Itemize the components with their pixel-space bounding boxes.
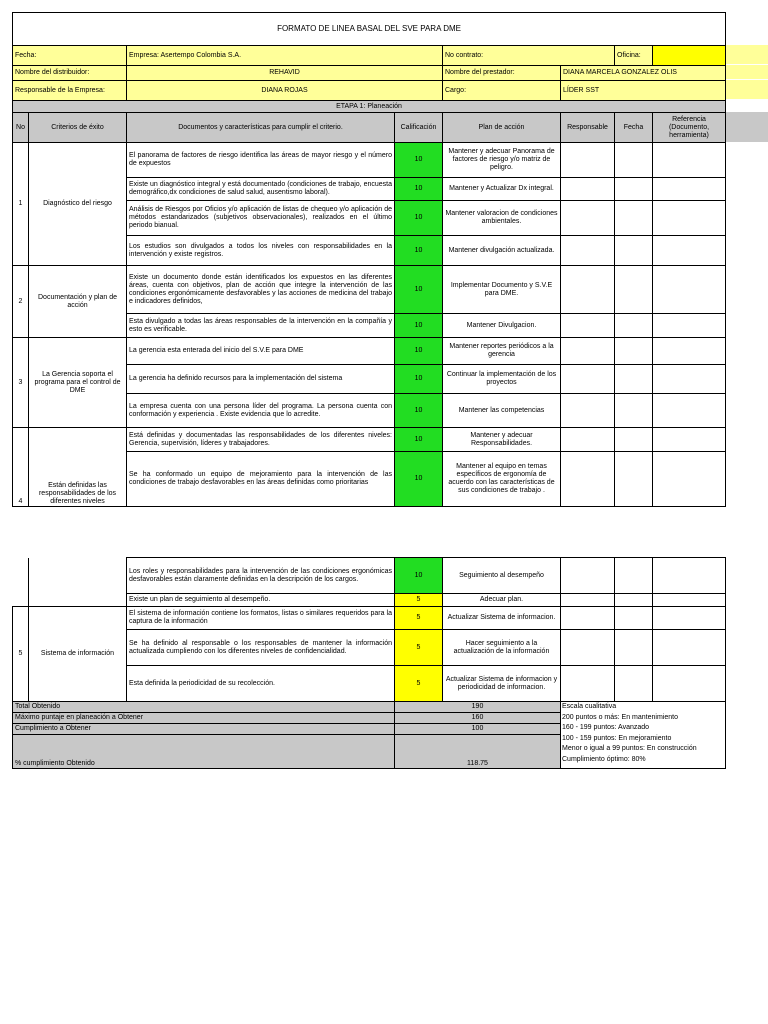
col-header-plan: Plan de acción	[443, 113, 561, 143]
action-plan: Mantener al equipo en temas específicos de ergonomía de acuerdo con las características de sus condiciones de trabajo .	[443, 452, 561, 507]
fecha-cell[interactable]	[615, 201, 653, 236]
fecha-cell[interactable]	[615, 236, 653, 266]
oficina-label: Oficina:	[615, 46, 653, 66]
baseline-sheet-top	[12, 12, 726, 507]
criterion-doc: Existe un plan de seguimiento al desempeño.	[127, 594, 395, 607]
prestador-label: Nombre del prestador:	[443, 66, 561, 81]
fecha-cell[interactable]	[615, 594, 653, 607]
criterion-doc: Existe un documento donde están identificados los expuestos en las diferentes áreas, cuenta con objetivos, plan de acción que integre la intervención de las condiciones ergonómicamente desfavorables y las acciones de medicina del trabajo e indicadores definidos,	[127, 266, 395, 314]
pct-value: 118.75	[395, 735, 561, 769]
distribuidor-value: REHAVID	[127, 66, 443, 81]
empresa-field: Empresa: Asertempo Colombia S.A.	[127, 46, 443, 66]
referencia-cell[interactable]	[653, 266, 726, 314]
scale-line: 160 - 199 puntos: Avanzado	[562, 724, 650, 731]
col-header-calificacion: Calificación	[395, 113, 443, 143]
pct-label: % cumplimiento Obtenido	[13, 735, 395, 769]
criterion-doc: Esta divulgado a todas las áreas responsables de la intervención en la compañía y esto es verificable.	[127, 314, 395, 338]
group-number: 1	[13, 143, 29, 266]
criterion-doc: La gerencia ha definido recursos para la implementación del sistema	[127, 365, 395, 394]
referencia-cell[interactable]	[653, 201, 726, 236]
col-header-fecha: Fecha	[615, 113, 653, 143]
header-extension-row1	[724, 45, 768, 64]
score-cell[interactable]: 5	[395, 666, 443, 702]
fecha-cell[interactable]	[615, 266, 653, 314]
action-plan: Continuar la implementación de los proyectos	[443, 365, 561, 394]
criterion-doc: Existe un diagnóstico integral y está documentado (condiciones de trabajo, encuesta demográfico,dx condiciones de salud salud, ausentismo laboral).	[127, 178, 395, 201]
referencia-cell[interactable]	[653, 365, 726, 394]
action-plan: Mantener Divulgacion.	[443, 314, 561, 338]
score-cell[interactable]: 10	[395, 236, 443, 266]
score-cell[interactable]: 10	[395, 201, 443, 236]
responsable-cell[interactable]	[561, 201, 615, 236]
action-plan: Mantener y Actualizar Dx integral.	[443, 178, 561, 201]
group-criterio: Están definidas las responsabilidades de los diferentes niveles	[29, 428, 127, 507]
referencia-cell[interactable]	[653, 143, 726, 178]
fecha-cell[interactable]	[615, 394, 653, 428]
criterion-doc: Se ha conformado un equipo de mejoramiento para la intervención de las condiciones de trabajo desfavorables en las áreas definidas como prioritarias	[127, 452, 395, 507]
fecha-cell[interactable]	[615, 428, 653, 452]
criterion-doc: El sistema de información contiene los formatos, listas o similares requeridos para la captura de la información	[127, 607, 395, 630]
prestador-value: DIANA MARCELA GONZALEZ OLIS	[561, 66, 726, 81]
criterion-doc: El panorama de factores de riesgo identifica las áreas de mayor riesgo y el número de expuestos	[127, 143, 395, 178]
responsable-cell[interactable]	[561, 428, 615, 452]
referencia-cell[interactable]	[653, 607, 726, 630]
group-number: 3	[13, 338, 29, 428]
responsable-label: Responsable de la Empresa:	[13, 81, 127, 101]
contrato-label: No contrato:	[443, 46, 615, 66]
action-plan: Mantener valoracion de condiciones ambientales.	[443, 201, 561, 236]
action-plan: Adecuar plan.	[443, 594, 561, 607]
score-cell[interactable]: 5	[395, 630, 443, 666]
responsable-cell[interactable]	[561, 666, 615, 702]
criterion-doc: La empresa cuenta con una persona líder del programa. La persona cuenta con conformación y experiencia . Existe evidencia que lo acredite.	[127, 394, 395, 428]
criterion-doc: Los roles y responsabilidades para la intervención de las condiciones ergonómicas desfavorables están claramente definidas en la descripción de los cargos.	[127, 558, 395, 594]
action-plan: Actualizar Sistema de informacion y periodicidad de informacion.	[443, 666, 561, 702]
fecha-cell[interactable]	[615, 630, 653, 666]
referencia-cell[interactable]	[653, 630, 726, 666]
action-plan: Mantener y adecuar Responsabilidades.	[443, 428, 561, 452]
fecha-cell[interactable]	[615, 143, 653, 178]
responsable-cell[interactable]	[561, 394, 615, 428]
criterion-doc: La gerencia esta enterada del inicio del S.V.E para DME	[127, 338, 395, 365]
criterion-doc: Esta definida la periodicidad de su recolección.	[127, 666, 395, 702]
referencia-cell[interactable]	[653, 314, 726, 338]
stage-banner: ETAPA 1: Planeación	[13, 101, 726, 113]
action-plan: Mantener divulgación actualizada.	[443, 236, 561, 266]
page-title: FORMATO DE LINEA BASAL DEL SVE PARA DME	[13, 13, 726, 46]
score-cell[interactable]: 10	[395, 143, 443, 178]
distribuidor-label: Nombre del distribuidor:	[13, 66, 127, 81]
referencia-cell[interactable]	[653, 236, 726, 266]
fecha-cell[interactable]	[615, 178, 653, 201]
action-plan: Actualizar Sistema de informacion.	[443, 607, 561, 630]
score-cell[interactable]: 10	[395, 452, 443, 507]
responsable-cell[interactable]	[561, 365, 615, 394]
responsable-cell[interactable]	[561, 630, 615, 666]
group-criterio: Sistema de información	[29, 607, 127, 702]
score-cell[interactable]: 5	[395, 594, 443, 607]
score-cell[interactable]: 10	[395, 428, 443, 452]
score-cell[interactable]: 5	[395, 607, 443, 630]
fecha-cell[interactable]	[615, 338, 653, 365]
group-criterio: Documentación y plan de acción	[29, 266, 127, 338]
action-plan: Seguimiento al desempeño	[443, 558, 561, 594]
group-number: 4	[13, 428, 29, 507]
referencia-cell[interactable]	[653, 452, 726, 507]
responsable-cell[interactable]	[561, 594, 615, 607]
group-number-continued	[13, 558, 29, 607]
referencia-cell[interactable]	[653, 666, 726, 702]
total-label: Total Obtenido	[13, 702, 395, 713]
responsable-cell[interactable]	[561, 236, 615, 266]
score-cell[interactable]: 10	[395, 394, 443, 428]
cumplimiento-value: 100	[395, 724, 561, 735]
max-score-value: 160	[395, 713, 561, 724]
group-criterio-continued	[29, 558, 127, 607]
max-score-label: Máximo puntaje en planeación a Obtener	[13, 713, 395, 724]
criterion-doc: Se ha definido al responsable o los responsables de mantener la información actualizada cumpliendo con los diferentes niveles de confidencialidad.	[127, 630, 395, 666]
score-cell[interactable]: 10	[395, 338, 443, 365]
score-cell[interactable]: 10	[395, 365, 443, 394]
criterion-doc: Está definidas y documentadas las responsabilidades de los diferentes niveles: Gerencia, supervisión, líderes y trabajadores.	[127, 428, 395, 452]
col-header-criterio: Criterios de éxito	[29, 113, 127, 143]
fecha-cell[interactable]	[615, 365, 653, 394]
fecha-cell[interactable]	[615, 666, 653, 702]
responsable-cell[interactable]	[561, 143, 615, 178]
header-extension-row2	[724, 65, 768, 79]
qualitative-scale	[561, 702, 726, 769]
responsable-cell[interactable]	[561, 558, 615, 594]
responsable-cell[interactable]	[561, 452, 615, 507]
responsable-cell[interactable]	[561, 314, 615, 338]
scale-line: 200 puntos o más: En mantenimiento	[562, 713, 678, 721]
action-plan: Mantener las competencias	[443, 394, 561, 428]
responsable-cell[interactable]	[561, 266, 615, 314]
referencia-cell[interactable]	[653, 428, 726, 452]
fecha-cell[interactable]	[615, 314, 653, 338]
col-header-responsable: Responsable	[561, 113, 615, 143]
fecha-cell[interactable]	[615, 607, 653, 630]
oficina-value[interactable]	[653, 46, 726, 66]
score-cell[interactable]: 10	[395, 178, 443, 201]
group-number: 5	[13, 607, 29, 702]
referencia-cell[interactable]	[653, 558, 726, 594]
total-value: 190	[395, 702, 561, 713]
fecha-label: Fecha:	[13, 46, 127, 66]
criterion-doc: Los estudios son divulgados a todos los niveles con responsabilidades en la intervención y existe registros.	[127, 236, 395, 266]
group-criterio: La Gerencia soporta el programa para el control de DME	[29, 338, 127, 428]
cumplimiento-label: Cumplimiento a Obtener	[13, 724, 395, 735]
col-header-documentos: Documentos y características para cumplir el criterio.	[127, 113, 395, 143]
action-plan: Mantener y adecuar Panorama de factores de riesgo y/o matriz de peligro.	[443, 143, 561, 178]
col-header-referencia: Referencia (Documento, herramienta)	[653, 113, 726, 143]
action-plan: Hacer seguimiento a la actualización de la información	[443, 630, 561, 666]
baseline-sheet-continuation	[12, 557, 726, 769]
group-number: 2	[13, 266, 29, 338]
responsable-cell[interactable]	[561, 178, 615, 201]
group-criterio: Diagnóstico del riesgo	[29, 143, 127, 266]
fecha-cell[interactable]	[615, 558, 653, 594]
header-extension-row3	[724, 80, 768, 99]
responsable-cell[interactable]	[561, 338, 615, 365]
criterion-doc: Análisis de Riesgos por Oficios y/o aplicación de listas de chequeo y/o aplicación de métodos estandarizados (subjetivos observacionales), realizados en el último periodo bianual.	[127, 201, 395, 236]
referencia-cell[interactable]	[653, 338, 726, 365]
referencia-cell[interactable]	[653, 178, 726, 201]
scale-line: Menor o igual a 99 puntos: En construcción	[562, 745, 697, 752]
action-plan: Mantener reportes periódicos a la gerencia	[443, 338, 561, 365]
col-header-no: No	[13, 113, 29, 143]
scale-title: Escala cualitativa	[562, 703, 617, 710]
referencia-cell[interactable]	[653, 594, 726, 607]
score-cell[interactable]: 10	[395, 266, 443, 314]
responsable-value: DIANA ROJAS	[127, 81, 443, 101]
referencia-cell[interactable]	[653, 394, 726, 428]
cargo-value: LÍDER SST	[561, 81, 726, 101]
responsable-cell[interactable]	[561, 607, 615, 630]
fecha-cell[interactable]	[615, 452, 653, 507]
scale-line: Cumplimiento óptimo: 80%	[562, 755, 646, 763]
cargo-label: Cargo:	[443, 81, 561, 101]
action-plan: Implementar Documento y S.V.E para DME.	[443, 266, 561, 314]
scale-line: 100 - 159 puntos: En mejoramiento	[562, 734, 672, 742]
header-extension-gray	[724, 112, 768, 142]
score-cell[interactable]: 10	[395, 314, 443, 338]
score-cell[interactable]: 10	[395, 558, 443, 594]
